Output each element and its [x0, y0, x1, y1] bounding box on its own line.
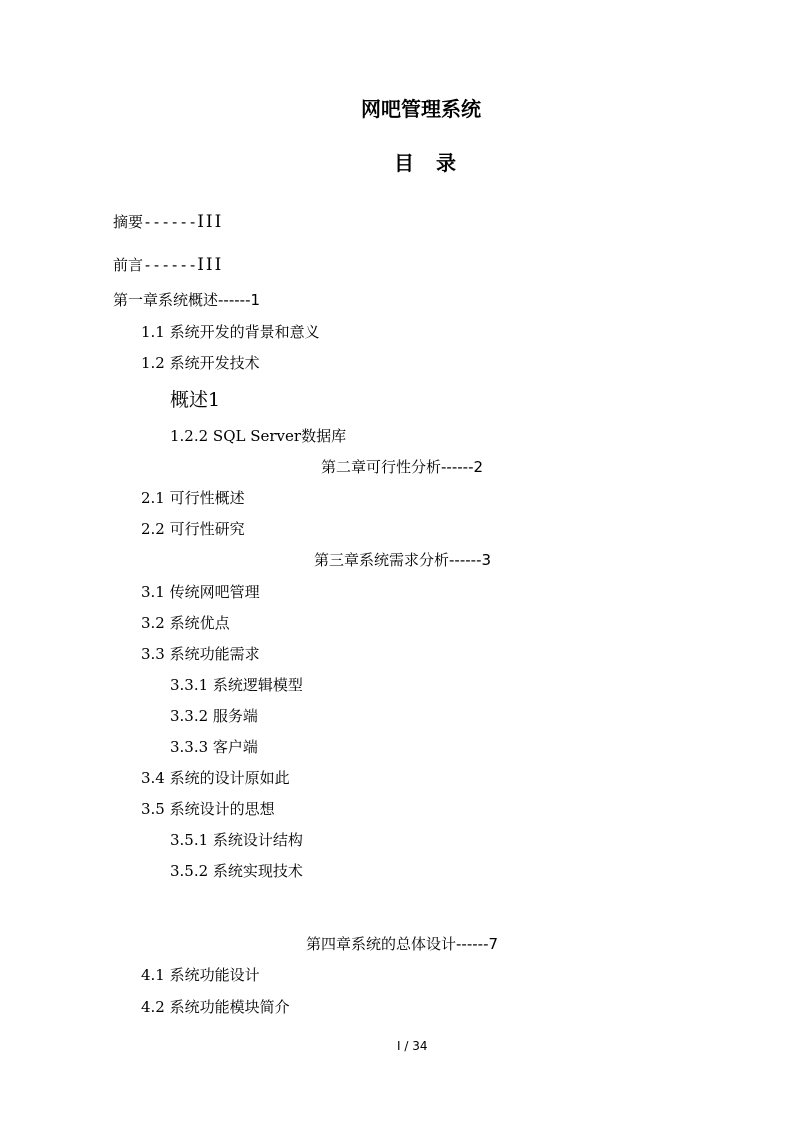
toc-entry-preface[interactable]	[113, 257, 223, 274]
toc-entry-section-3-3-3[interactable]: 3.3.3 客户端	[170, 738, 258, 756]
toc-entry-chapter-2[interactable]: 第二章可行性分析------2	[321, 458, 484, 476]
toc-entry-section-3-3-2[interactable]: 3.3.2 服务端	[170, 707, 258, 725]
toc-entry-section-3-2[interactable]: 3.2 系统优点	[141, 614, 230, 632]
toc-entry-section-1-2-2[interactable]: 1.2.2 SQL Server数据库	[170, 427, 347, 445]
toc-entry-page: III	[197, 255, 224, 275]
toc-heading	[394, 153, 456, 173]
page-number-indicator: I / 34	[397, 1039, 428, 1053]
toc-entry-section-3-1[interactable]: 3.1 传统网吧管理	[141, 583, 260, 601]
toc-entry-section-2-2[interactable]: 2.2 可行性研究	[141, 520, 245, 538]
toc-entry-page: III	[197, 212, 224, 232]
toc-entry-section-1-2-1[interactable]: 概述1	[170, 389, 221, 411]
toc-entry-section-3-4[interactable]: 3.4 系统的设计原如此	[141, 769, 290, 787]
toc-entry-abstract[interactable]	[113, 214, 223, 231]
toc-entry-section-4-2[interactable]: 4.2 系统功能模块简介	[141, 998, 290, 1016]
toc-entry-chapter-3[interactable]: 第三章系统需求分析------3	[314, 551, 492, 569]
toc-entry-label: 摘要	[113, 213, 144, 231]
toc-entry-dashes: ------	[143, 213, 198, 231]
toc-entry-section-1-2[interactable]: 1.2 系统开发技术	[141, 354, 260, 372]
toc-entry-dashes: ------	[143, 256, 198, 274]
toc-entry-chapter-4[interactable]: 第四章系统的总体设计------7	[306, 935, 499, 953]
toc-entry-label: 前言	[113, 256, 144, 274]
toc-heading-right: 录	[436, 151, 456, 175]
toc-entry-section-4-1[interactable]: 4.1 系统功能设计	[141, 966, 260, 984]
document-title: 网吧管理系统	[361, 97, 481, 121]
toc-entry-section-3-3[interactable]: 3.3 系统功能需求	[141, 645, 260, 663]
toc-entry-chapter-1[interactable]: 第一章系统概述------1	[113, 291, 261, 309]
toc-entry-section-2-1[interactable]: 2.1 可行性概述	[141, 489, 245, 507]
toc-entry-section-3-5-2[interactable]: 3.5.2 系统实现技术	[170, 862, 303, 880]
toc-entry-section-3-5-1[interactable]: 3.5.1 系统设计结构	[170, 831, 303, 849]
toc-heading-left: 目	[394, 151, 414, 175]
toc-entry-section-1-1[interactable]: 1.1 系统开发的背景和意义	[141, 323, 320, 341]
toc-entry-section-3-5[interactable]: 3.5 系统设计的思想	[141, 800, 275, 818]
toc-entry-section-3-3-1[interactable]: 3.3.1 系统逻辑模型	[170, 676, 303, 694]
